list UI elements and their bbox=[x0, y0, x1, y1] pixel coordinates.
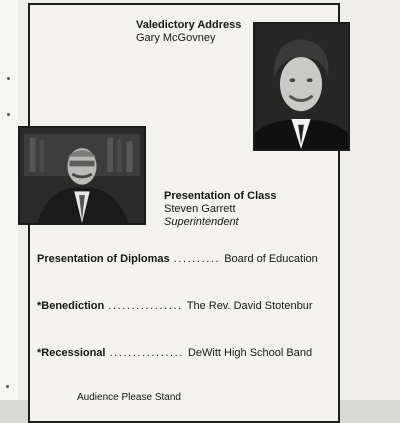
margin-speck bbox=[7, 77, 10, 80]
program-item-title: *Recessional bbox=[37, 347, 106, 359]
presenter-role: Superintendent bbox=[164, 216, 239, 228]
program-item bbox=[37, 300, 312, 312]
presentation-of-class-section bbox=[164, 190, 314, 228]
margin-speck bbox=[7, 113, 10, 116]
presentation-title: Presentation of Class bbox=[164, 190, 277, 202]
valedictory-section bbox=[136, 19, 256, 44]
program-item-presenter: DeWitt High School Band bbox=[187, 347, 313, 359]
audience-note: Audience Please Stand bbox=[77, 392, 181, 403]
valedictorian-name: Gary McGovney bbox=[136, 32, 216, 44]
program-item-title: *Benediction bbox=[37, 300, 105, 312]
program-item-presenter: The Rev. David Stotenbur bbox=[186, 300, 313, 312]
valedictorian-photo bbox=[253, 22, 350, 151]
dot-leader: ................ bbox=[109, 347, 184, 359]
program-item-title: Presentation of Diplomas bbox=[37, 253, 170, 265]
page-margin bbox=[0, 0, 18, 400]
presenter-name: Steven Garrett bbox=[164, 203, 236, 215]
margin-speck bbox=[6, 385, 9, 388]
program-item-presenter: Board of Education bbox=[224, 253, 318, 265]
dot-leader: .......... bbox=[173, 253, 221, 265]
program-item bbox=[37, 347, 312, 359]
valedictory-title: Valedictory Address bbox=[136, 19, 242, 31]
dot-leader: ................ bbox=[108, 300, 183, 312]
program-item bbox=[37, 253, 318, 265]
superintendent-photo bbox=[18, 126, 146, 225]
